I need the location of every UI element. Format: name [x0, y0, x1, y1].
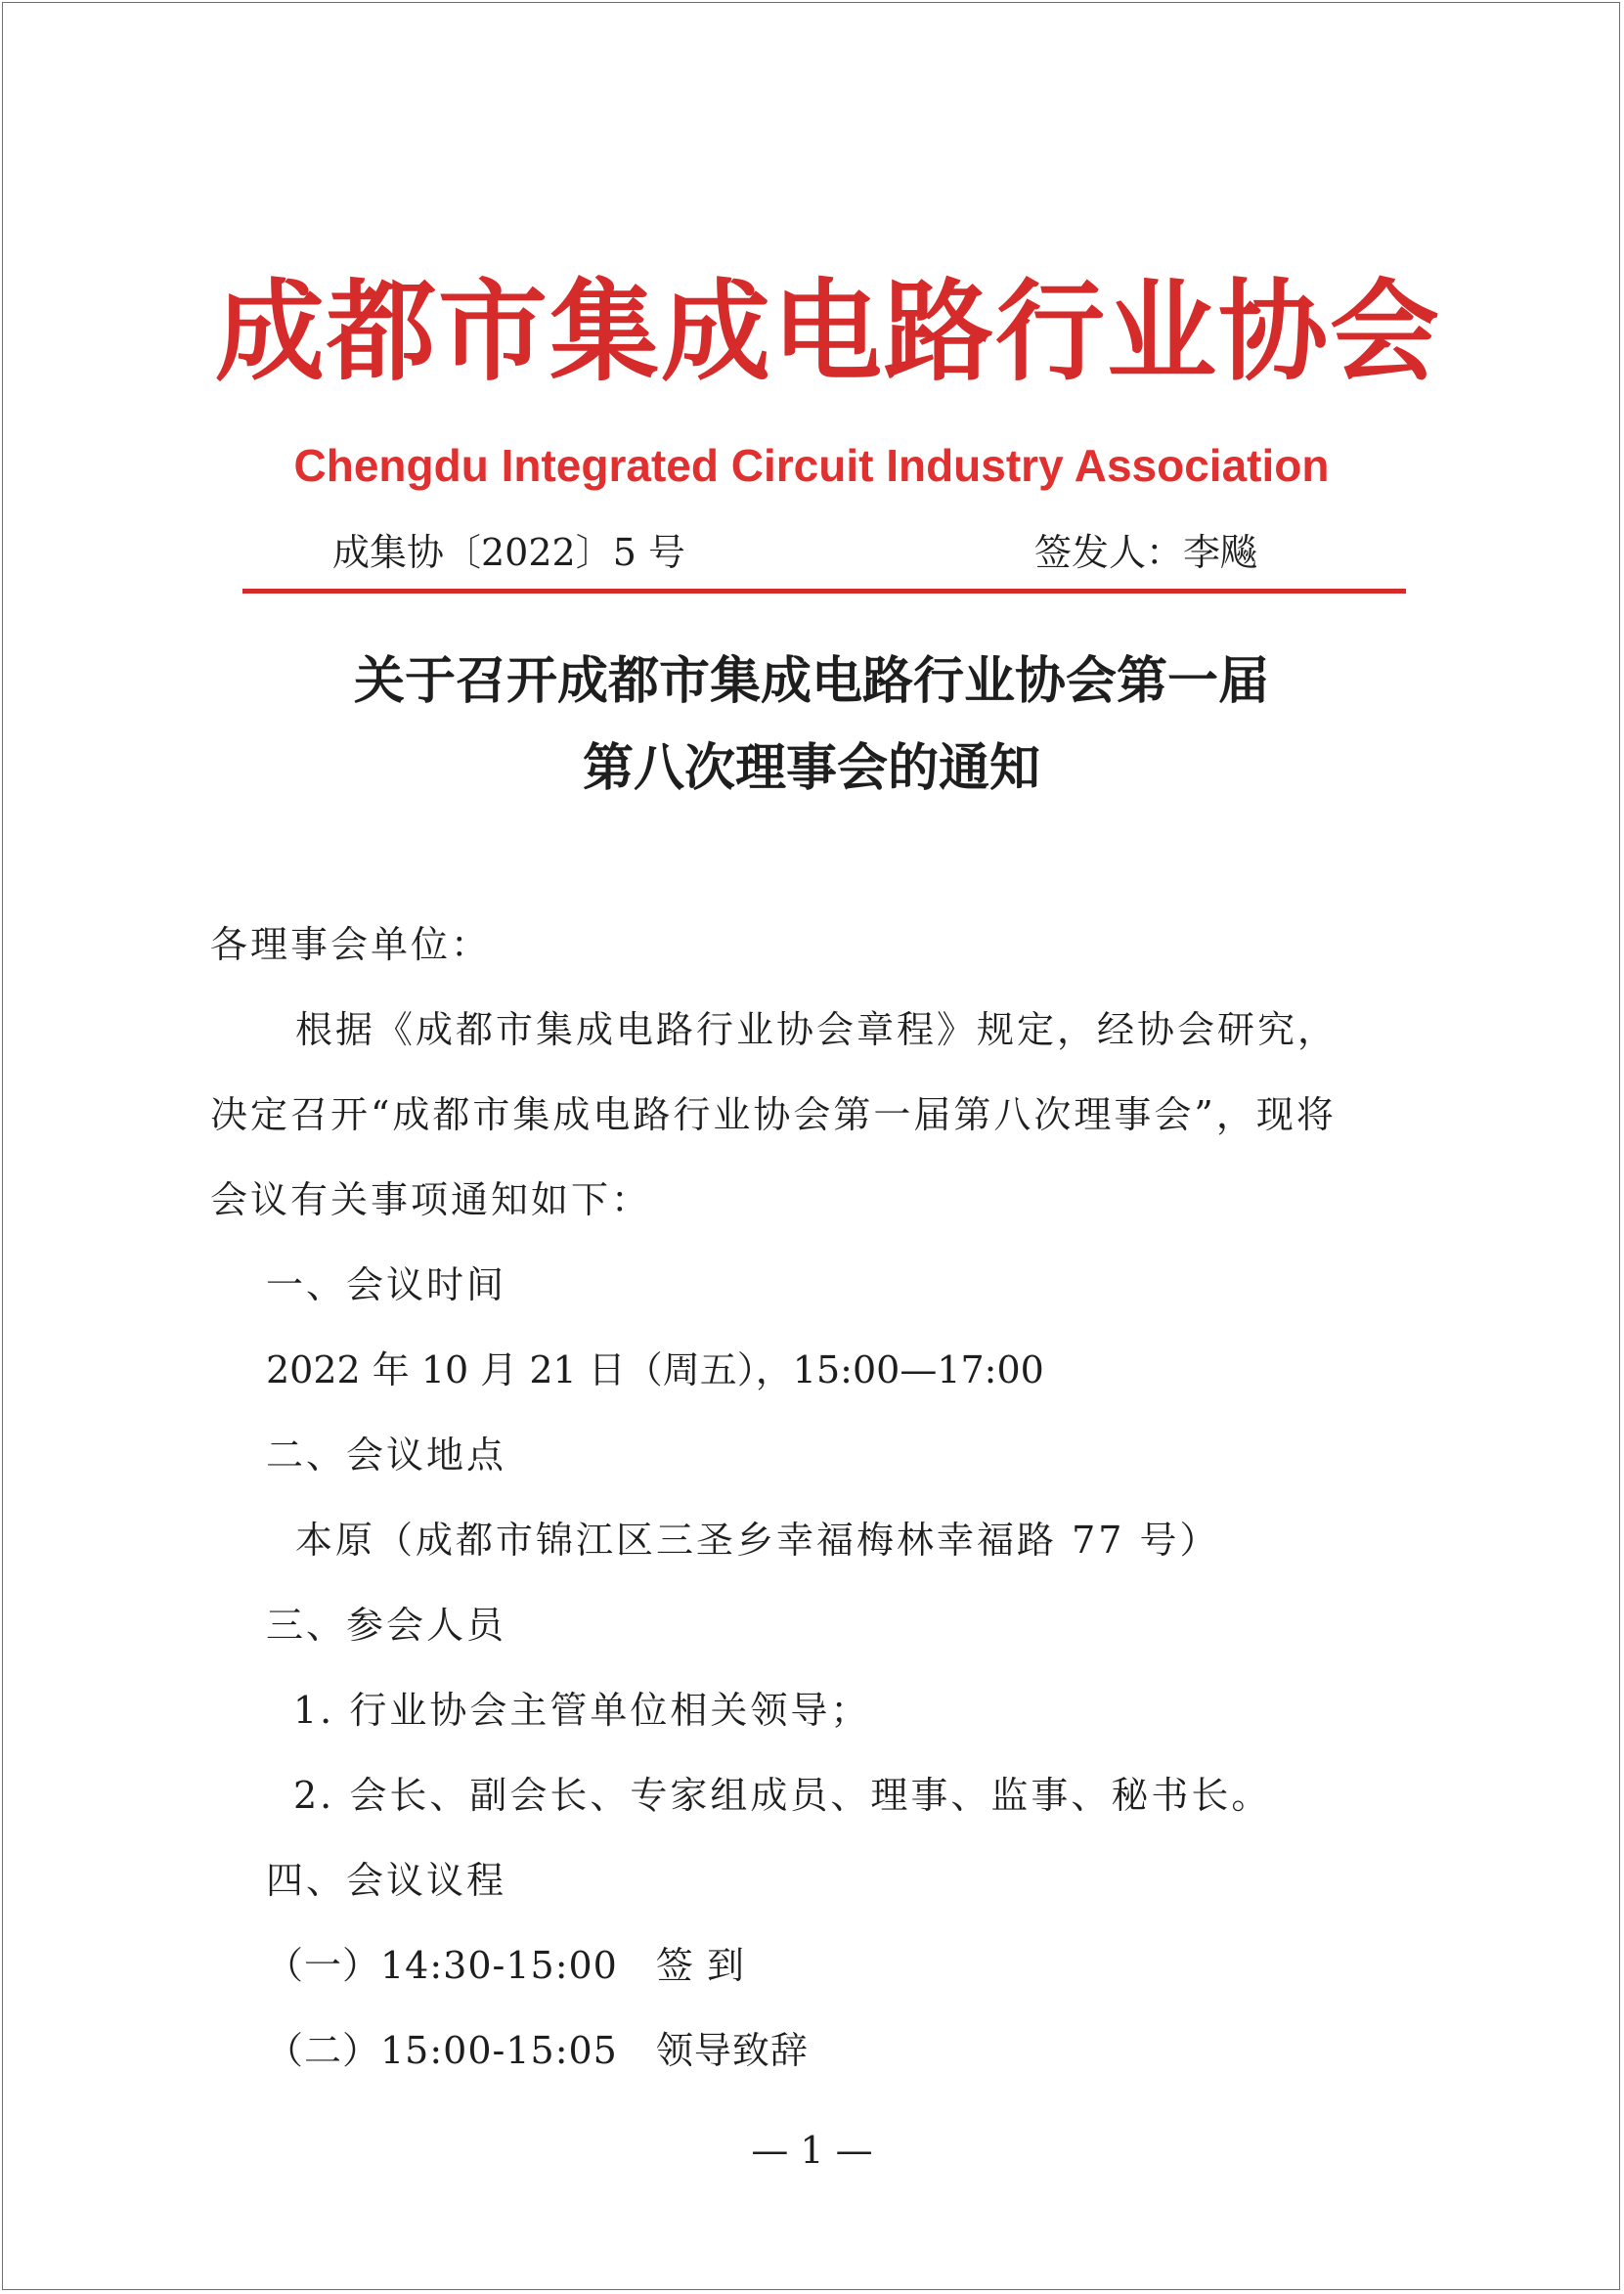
- attendee-item-2: 2. 会长、副会长、专家组成员、理事、监事、秘书长。: [293, 1774, 1272, 1817]
- agenda-item-1: （一）14:30-15:00 签 到: [266, 1944, 745, 1987]
- document-title-line-1: 关于召开成都市集成电路行业协会第一届: [353, 652, 1269, 711]
- signer: 签发人：李飚: [1034, 531, 1258, 574]
- section-heading-time: 一、会议时间: [266, 1263, 507, 1306]
- meeting-location: 本原（成都市锦江区三圣乡幸福梅林幸福路 77 号）: [295, 1519, 1220, 1562]
- intro-paragraph-line-2: 决定召开“成都市集成电路行业协会第一届第八次理事会”，现将: [210, 1093, 1337, 1136]
- section-heading-agenda: 四、会议议程: [266, 1859, 507, 1902]
- letterhead-org-name: 成都市集成电路行业协会: [215, 269, 1441, 396]
- attendee-item-1: 1. 行业协会主管单位相关领导；: [293, 1689, 871, 1732]
- intro-paragraph-line-1: 根据《成都市集成电路行业协会章程》规定，经协会研究，: [295, 1008, 1339, 1051]
- document-number: 成集协〔2022〕5 号: [332, 531, 685, 574]
- intro-paragraph-line-3: 会议有关事项通知如下：: [210, 1178, 652, 1221]
- page-number: — 1 —: [751, 2129, 873, 2172]
- red-divider-line: [242, 589, 1406, 594]
- salutation: 各理事会单位：: [210, 923, 492, 966]
- letterhead-org-name-en: Chengdu Integrated Circuit Industry Association: [293, 440, 1330, 491]
- meeting-time: 2022 年 10 月 21 日（周五），15:00—17:00: [266, 1348, 1044, 1391]
- section-heading-attendees: 三、参会人员: [266, 1604, 507, 1647]
- section-heading-location: 二、会议地点: [266, 1434, 507, 1477]
- agenda-item-2: （二）15:00-15:05 领导致辞: [266, 2029, 809, 2072]
- document-title-line-2: 第八次理事会的通知: [582, 739, 1040, 798]
